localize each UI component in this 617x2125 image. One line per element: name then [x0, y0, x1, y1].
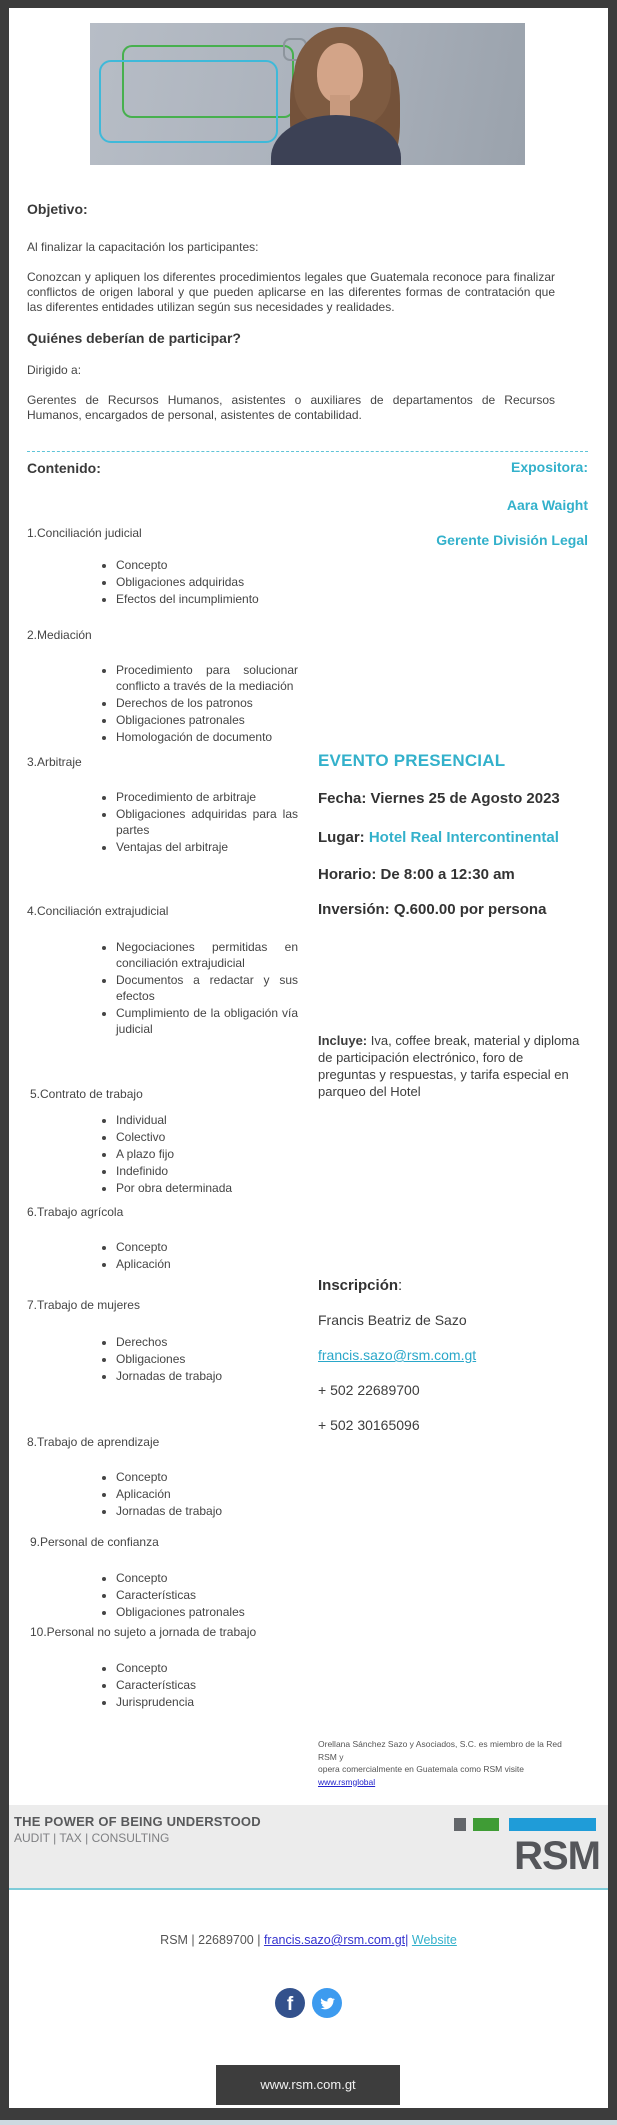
rsm-logo-gray-block — [454, 1818, 466, 1831]
bullet-item: • Cumplimiento de la obligación vía judicial — [116, 1005, 298, 1037]
content-section-title: 3.Arbitraje — [27, 755, 82, 769]
incluye-text: Iva, coffee break, material y diploma de participación electrónico, foro de preguntas y respuestas, y tarifa especial en parqueo del Hotel — [318, 1033, 580, 1099]
bullet-item: • Aplicación — [116, 1256, 298, 1272]
hero-image — [90, 23, 525, 165]
participar-heading: Quiénes deberían de participar? — [27, 330, 241, 346]
evento-fecha: Fecha: Viernes 25 de Agosto 2023 — [318, 790, 560, 807]
bullet-item: • Obligaciones — [116, 1351, 298, 1367]
bullet-item: • Concepto — [116, 1469, 298, 1485]
content-section-bullets — [27, 1660, 298, 1711]
content-section-title: 1.Conciliación judicial — [27, 526, 142, 540]
objetivo-heading: Objetivo: — [27, 201, 88, 217]
bullet-item: • Individual — [116, 1112, 298, 1128]
bullet-item: • Colectivo — [116, 1129, 298, 1145]
expositora-heading: Expositora: — [510, 459, 588, 475]
footer-services: AUDIT | TAX | CONSULTING — [14, 1831, 170, 1845]
footer-website-link[interactable]: Website — [411, 1933, 457, 1947]
bullet-item: • Negociaciones permitidas en conciliación extrajudicial — [116, 939, 298, 971]
contact-phone-2: + 502 30165096 — [318, 1417, 420, 1433]
content-section-title: 4.Conciliación extrajudicial — [27, 904, 169, 918]
incluye-label: Incluye: — [318, 1033, 371, 1048]
footer-email-link[interactable]: francis.sazo@rsm.com.gt| — [263, 1933, 409, 1947]
footer-contact-bar — [9, 1933, 608, 1947]
blue-frame-shape — [99, 60, 278, 143]
bullet-item: • Homologación de documento — [116, 729, 298, 745]
two-column-area — [27, 452, 588, 1787]
content-section-title: 10.Personal no sujeto a jornada de trabajo — [30, 1625, 257, 1639]
social-icons — [9, 1988, 608, 2018]
content-section-bullets — [27, 557, 298, 608]
dirigido-label: Dirigido a: — [27, 363, 82, 377]
objetivo-intro: Al finalizar la capacitación los participantes: — [27, 240, 259, 254]
bullet-item: • Concepto — [116, 1570, 298, 1586]
evento-title: EVENTO PRESENCIAL — [318, 751, 506, 770]
contenido-heading: Contenido: — [27, 460, 101, 476]
footer-divider-line — [9, 1888, 608, 1890]
bullet-item: • Indefinido — [116, 1163, 298, 1179]
rsm-logo-green-block — [473, 1818, 499, 1831]
evento-inversion: Inversión: Q.600.00 por persona — [318, 901, 547, 918]
content-section-bullets — [27, 939, 298, 1038]
bullet-item: • Obligaciones patronales — [116, 712, 298, 728]
content-section-title: 6.Trabajo agrícola — [27, 1205, 124, 1219]
participar-body: Gerentes de Recursos Humanos, asistentes o auxiliares de departamentos de Recursos Humanos, encargados de personal, asistentes de contabilidad. — [27, 393, 555, 422]
objetivo-body: Conozcan y apliquen los diferentes procedimientos legales que Guatemala reconoce para finalizar conflictos de origen laboral y que pueden aplicarse en las diferentes formas de contratación que las diferentes entidades utilizan según sus necesidades y realidades. — [27, 270, 555, 314]
bullet-item: • Jornadas de trabajo — [116, 1503, 298, 1519]
content-section-bullets — [27, 1570, 298, 1621]
footer-tagline: THE POWER OF BEING UNDERSTOOD — [14, 1814, 261, 1829]
inscripcion-heading: Inscripción: — [318, 1277, 403, 1294]
content-section-title: 9.Personal de confianza — [30, 1535, 159, 1549]
bullet-item: • Obligaciones adquiridas — [116, 574, 298, 590]
bullet-item: • Concepto — [116, 557, 298, 573]
content-section-bullets — [27, 1239, 298, 1273]
bullet-item: • Concepto — [116, 1660, 298, 1676]
bullet-item: • Características — [116, 1677, 298, 1693]
bottom-strip — [0, 2120, 617, 2125]
website-button[interactable]: www.rsm.com.gt — [216, 2065, 400, 2105]
evento-incluye — [318, 1032, 584, 1100]
bullet-item: • A plazo fijo — [116, 1146, 298, 1162]
bullet-item: • Jurisprudencia — [116, 1694, 298, 1710]
bullet-item: • Obligaciones patronales — [116, 1604, 298, 1620]
legal-disclaimer: Orellana Sánchez Sazo y Asociados, S.C. es miembro de la Red RSM y opera comercialmente en Guatemala como RSM visite www.rsmglobal — [318, 1739, 562, 1787]
rsm-logo-blue-block — [509, 1818, 596, 1831]
content-section-title: 2.Mediación — [27, 628, 92, 642]
lugar-venue-link[interactable]: Hotel Real Intercontinental — [368, 829, 559, 846]
bullet-item: • Ventajas del arbitraje — [116, 839, 298, 855]
evento-lugar — [318, 829, 559, 846]
bullet-item: • Por obra determinada — [116, 1180, 298, 1196]
rsm-logo-wordmark: RSM — [514, 1834, 600, 1878]
bullet-item: • Concepto — [116, 1239, 298, 1255]
presenter-face — [317, 43, 363, 103]
content-section-bullets — [27, 789, 298, 856]
content-section-bullets — [27, 662, 298, 746]
content-section-title: 7.Trabajo de mujeres — [27, 1298, 140, 1312]
evento-horario: Horario: De 8:00 a 12:30 am — [318, 866, 515, 883]
content-section-bullets — [27, 1469, 298, 1520]
bullet-item: • Efectos del incumplimiento — [116, 591, 298, 607]
bullet-item: • Jornadas de trabajo — [116, 1368, 298, 1384]
rsmglobal-link[interactable]: www.rsmglobal — [318, 1776, 376, 1787]
expositora-name: Aara Waight — [506, 497, 588, 513]
bullet-item: • Obligaciones adquiridas para las partes — [116, 806, 298, 838]
twitter-icon[interactable] — [312, 1988, 342, 2018]
bullet-item: • Procedimiento para solucionar conflicto a través de la mediación — [116, 662, 298, 694]
contact-name: Francis Beatriz de Sazo — [318, 1312, 467, 1328]
content-section-bullets — [27, 1334, 298, 1385]
contact-phone-1: + 502 22689700 — [318, 1382, 420, 1398]
bullet-item: • Derechos — [116, 1334, 298, 1350]
content-section-title: 8.Trabajo de aprendizaje — [27, 1435, 160, 1449]
facebook-icon[interactable]: f — [275, 1988, 305, 2018]
lugar-label: Lugar: — [318, 829, 369, 846]
footer-contact-prefix: RSM | 22689700 | — [160, 1933, 264, 1947]
bullet-item: • Aplicación — [116, 1486, 298, 1502]
bullet-item: • Documentos a redactar y sus efectos — [116, 972, 298, 1004]
bullet-item: • Características — [116, 1587, 298, 1603]
content-section-title: 5.Contrato de trabajo — [30, 1087, 143, 1101]
expositora-title: Gerente División Legal — [436, 532, 588, 548]
contact-email-link: francis.sazo@rsm.com.gt — [318, 1347, 477, 1363]
content-section-bullets — [27, 1112, 298, 1197]
bullet-item: • Procedimiento de arbitraje — [116, 789, 298, 805]
bullet-item: • Derechos de los patronos — [116, 695, 298, 711]
twitter-bird-glyph — [319, 1995, 335, 2011]
